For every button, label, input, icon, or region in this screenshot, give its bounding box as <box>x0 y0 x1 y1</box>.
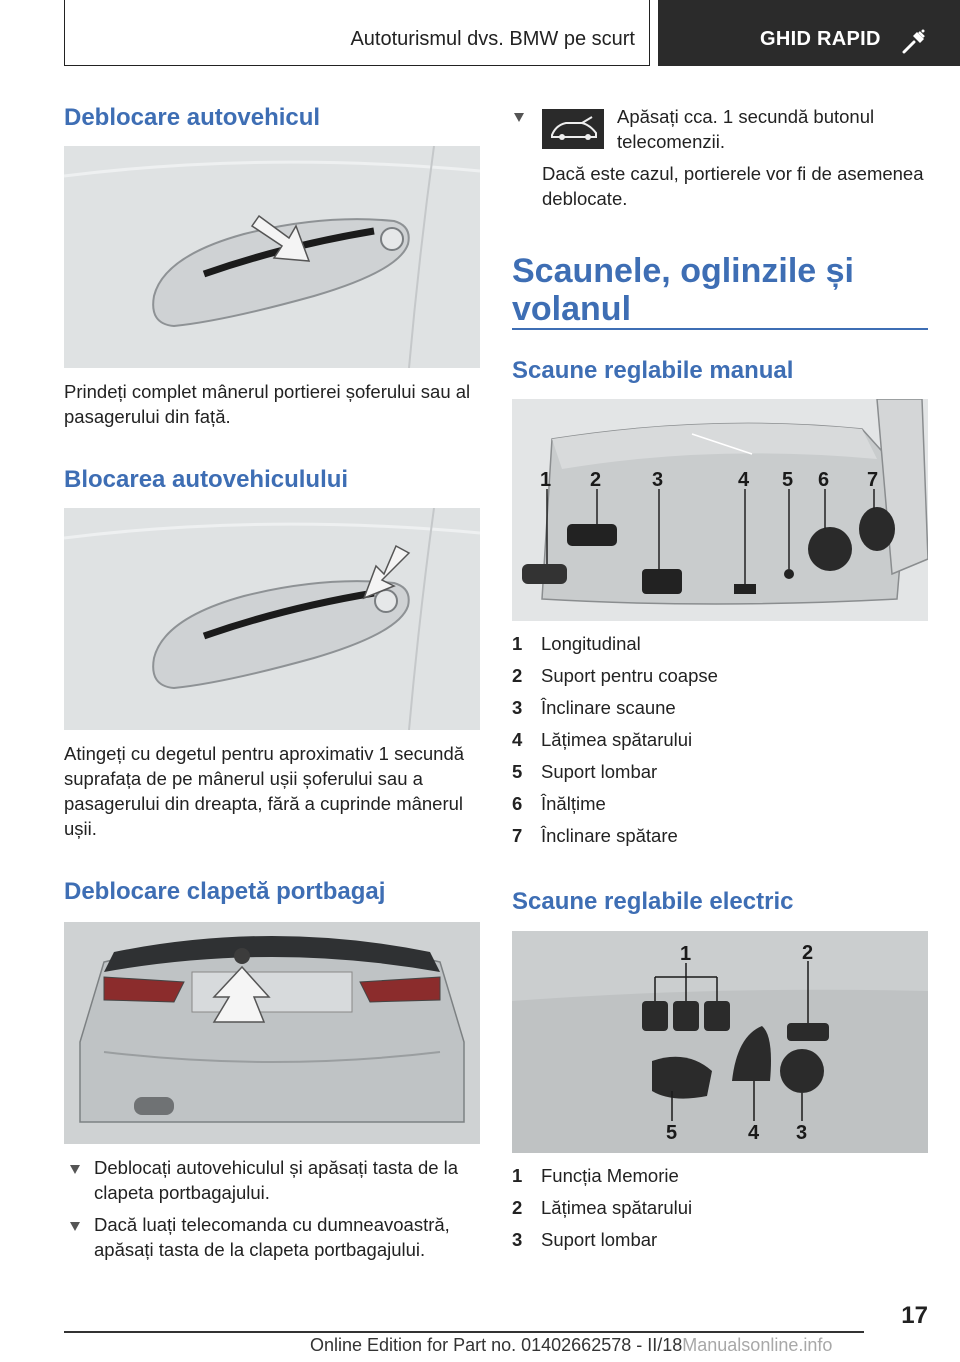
footer-edition-text: Online Edition for Part no. 01402662578 - II/18 <box>310 1335 683 1355</box>
bullet-icon <box>70 1222 80 1231</box>
electric-callout-1: 1 <box>680 943 692 965</box>
electric-seat-legend: 1 Funcția Memorie 2 Lățimea spătarului 3 Suport lombar <box>512 1165 693 1250</box>
manual-callout-6: 6 <box>818 469 830 491</box>
section-rule <box>512 328 928 330</box>
trunk-heading: Deblocare clapetă portbagaj <box>64 878 386 905</box>
manual-seat-legend: 1 Longitudinal 2 Suport pentru coapse 3 Înclinare scaune 4 Lățimea spătarului 5 Suport lombar 6 Înălțime 7 Înclinare spătare <box>512 633 718 846</box>
manual-callout-7: 7 <box>867 469 879 491</box>
header-badge-label: GHID RAPID <box>760 28 881 50</box>
electric-callout-2: 2 <box>802 942 814 964</box>
header-badge <box>658 0 960 66</box>
lock-heading: Blocarea autovehiculului <box>64 466 349 493</box>
page-number: 17 <box>901 1302 928 1329</box>
door-handle-lock-figure <box>64 508 480 730</box>
header-section-title: Autoturismul dvs. BMW pe scurt <box>350 28 635 50</box>
electric-seats-heading: Scaune reglabile electric <box>512 888 794 915</box>
seats-section-heading: Scaunele, oglinzile și volanul <box>512 252 854 328</box>
bullet-icon <box>514 113 524 122</box>
remote-note-text: Dacă este cazul, portierele vor fi de asemenea deblocate. <box>542 163 924 209</box>
manual-callout-1: 1 <box>540 469 552 491</box>
car-trunk-icon <box>542 109 604 149</box>
footer-watermark: Manualsonline.info <box>682 1335 833 1355</box>
electric-callout-3: 3 <box>796 1122 808 1144</box>
footer-edition <box>310 1335 832 1356</box>
header-section-box <box>64 0 650 66</box>
manual-callout-5: 5 <box>782 469 794 491</box>
electric-seat-figure <box>512 931 928 1153</box>
manual-callout-3: 3 <box>652 469 664 491</box>
electric-callout-5: 5 <box>666 1122 678 1144</box>
bullet-icon <box>70 1165 80 1174</box>
electric-callout-4: 4 <box>748 1122 760 1144</box>
quick-guide-icon <box>902 28 928 54</box>
manual-seat-figure <box>512 399 928 621</box>
remote-trunk-button-figure <box>542 109 604 149</box>
trunk-bullet-2: Dacă luați telecomanda cu dumneavoastră, apăsați tasta de la clapeta portbagajului. <box>94 1214 450 1260</box>
trunk-lid-figure <box>64 922 480 1144</box>
unlock-heading: Deblocare autovehicul <box>64 104 321 131</box>
manual-callout-2: 2 <box>590 469 602 491</box>
footer-rule <box>64 1331 864 1333</box>
unlock-text: Prindeți complet mânerul portierei șoferului sau al pasagerului din față. <box>64 381 471 427</box>
manual-callout-4: 4 <box>738 469 750 491</box>
manual-seats-heading: Scaune reglabile manual <box>512 357 794 384</box>
lock-text: Atingeți cu degetul pentru aproximativ 1 secundă suprafața de pe mânerul ușii șoferului sau a pasagerului din dreapta, fără a cuprinde mânerul ușii. <box>64 743 465 839</box>
trunk-bullet-1: Deblocați autovehiculul și apăsați tasta de la clapeta portbagajului. <box>94 1157 459 1203</box>
door-handle-unlock-figure <box>64 146 480 368</box>
remote-step-text: Apăsați cca. 1 secundă butonul telecomenzii. <box>617 106 875 152</box>
